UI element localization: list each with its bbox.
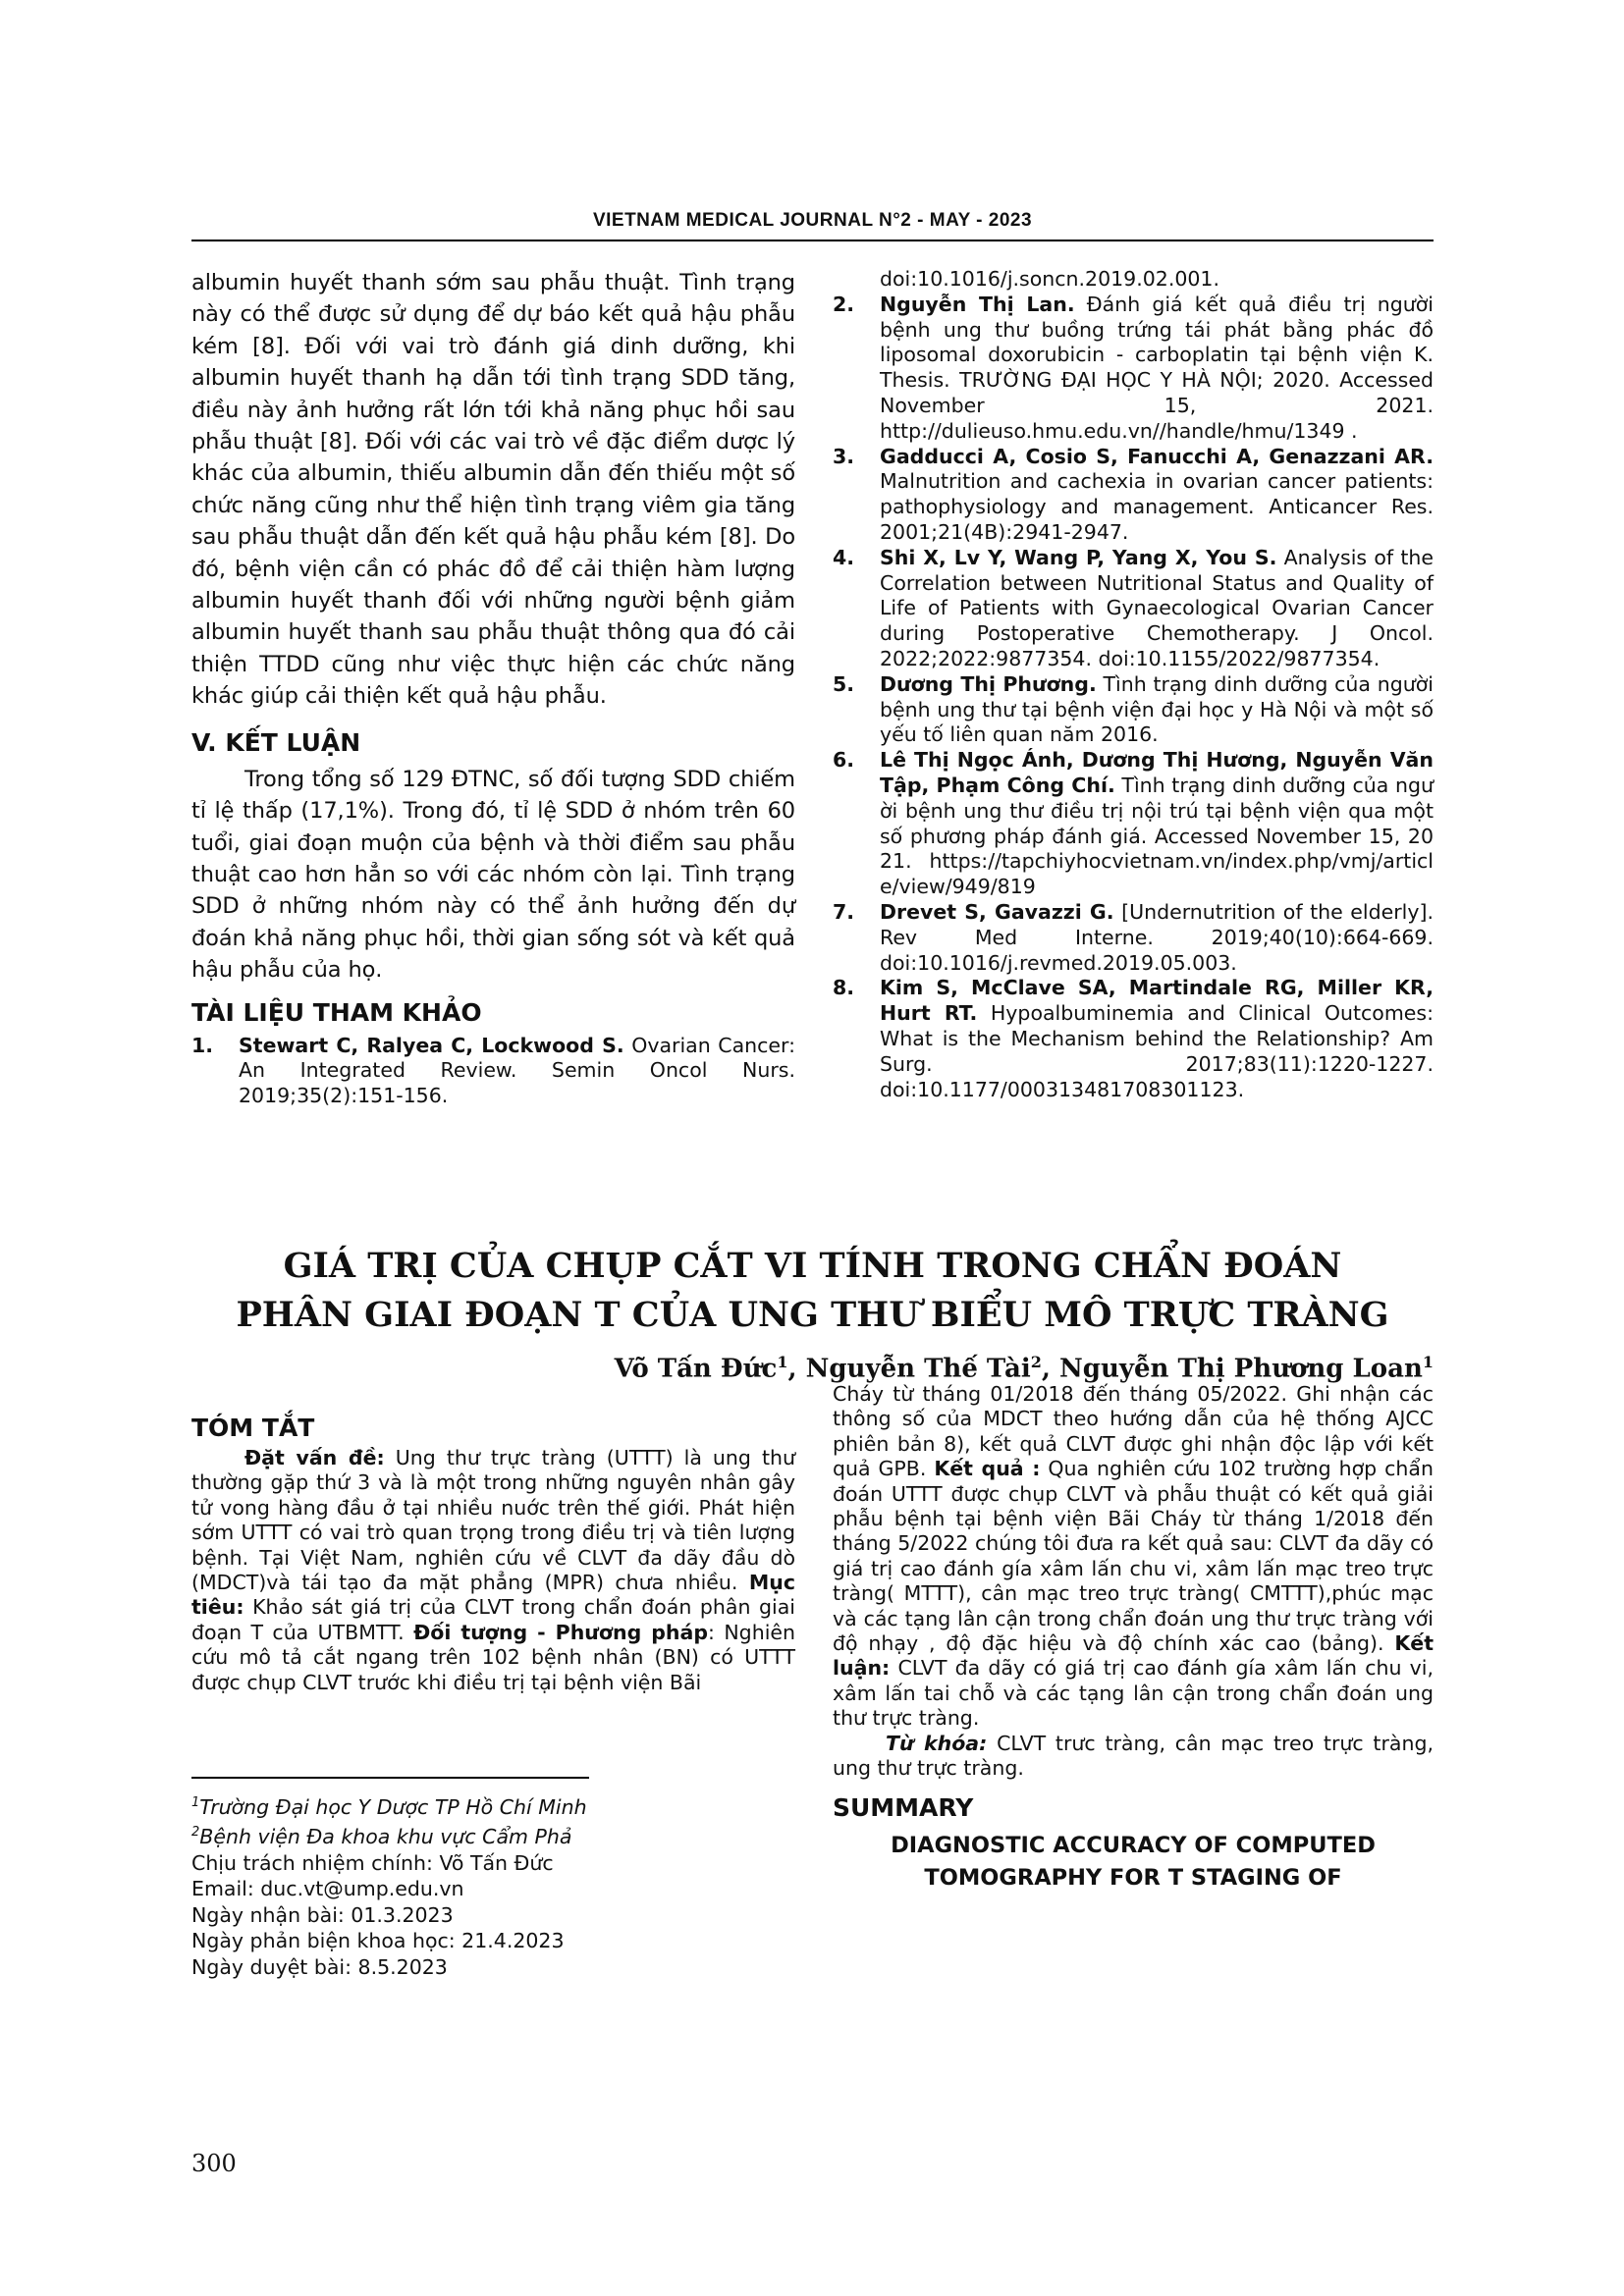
reference-text: Ovarian Cancer: An Integrated Review. Semin Oncol Nurs. 2019;35(2):151-156. xyxy=(239,1033,795,1108)
abstract-right-column xyxy=(833,1382,1434,1895)
abstract-text: Cháy từ tháng 01/2018 đến tháng 05/2022. Ghi nhận các thông số của MDCT theo hướng dẫn của hệ thống AJCC phiên bản 8), kết quả CLVT được ghi nhận độc lập với kết quả GPB. xyxy=(833,1382,1434,1481)
reference-authors: Stewart C, Ralyea C, Lockwood S. xyxy=(239,1033,624,1057)
corresponding-email: Email: duc.vt@ump.edu.vn xyxy=(191,1877,464,1901)
reference-item xyxy=(833,900,1434,976)
reference-item xyxy=(191,1034,795,1109)
abstract-heading: TÓM TẮT xyxy=(191,1414,315,1442)
author-name: Nguyễn Thị Phương Loan xyxy=(1059,1354,1423,1384)
running-head: VIETNAM MEDICAL JOURNAL N°2 - MAY - 2023 xyxy=(592,210,1033,231)
reference-body xyxy=(880,293,1434,445)
reference-number: 1. xyxy=(191,1033,214,1057)
reference-number: 4. xyxy=(833,545,855,569)
summary-title-line-2: TOMOGRAPHY FOR T STAGING OF xyxy=(924,1864,1342,1891)
reference-text: Hypoalbuminemia and Clinical Outcomes: What is the Mechanism behind the Relationship? Am Surg. 2017;83(11):1220-1227. doi:10.1177/000313481708301123. xyxy=(880,1001,1434,1101)
reference-body xyxy=(880,672,1434,748)
date-reviewed: Ngày phản biện khoa học: 21.4.2023 xyxy=(191,1929,565,1953)
affiliation-mark: 2 xyxy=(191,1825,200,1841)
reference-text: Malnutrition and cachexia in ovarian cancer patients: pathophysiology and management. Anticancer Res. 2001;21(4B):2941-2947. xyxy=(880,469,1434,544)
abstract-label: Đối tượng - Phương pháp xyxy=(413,1620,709,1644)
article-title xyxy=(191,1242,1434,1340)
reference-body xyxy=(880,546,1434,672)
summary-heading: SUMMARY xyxy=(833,1792,974,1822)
page-number: 300 xyxy=(191,2150,237,2177)
abstract-paragraph-continued xyxy=(833,1382,1434,1732)
reference-item xyxy=(833,546,1434,672)
right-column-top xyxy=(833,267,1434,1102)
article-title-line-1: GIÁ TRỊ CỦA CHỤP CẮT VI TÍNH TRONG CHẨN ĐOÁN xyxy=(283,1246,1342,1286)
footnote-rule xyxy=(191,1777,589,1779)
reference-list-left xyxy=(191,1034,795,1109)
reference-item xyxy=(833,672,1434,748)
reference-text: Tình trạng dinh dưỡng của người bệnh ung thư điều trị nội trú tại bệnh viện qua một số phương pháp đánh giá. Accessed November 15, 2021. https://tapchiyhocvietnam.vn/index.php/vmj/article/view/949/819 xyxy=(880,773,1434,899)
reference-number: 6. xyxy=(833,748,855,773)
conclusion-heading: V. KẾT LUẬN xyxy=(191,727,361,757)
header-rule xyxy=(191,240,1434,241)
abstract-text: CLVT đa dãy có giá trị cao đánh gía xâm lấn chu vi, xâm lấn tai chỗ và các tạng lân cận trong chẩn đoán ung thư trực tràng. xyxy=(833,1656,1434,1731)
reference-item xyxy=(833,293,1434,445)
affiliation-1 xyxy=(191,1790,795,1820)
reference-text: Analysis of the Correlation between Nutritional Status and Quality of Life of Patients with Gynaecological Ovarian Cancer during Postoperative Chemotherapy. J Oncol. 2022;2022:9877354. doi:10.1155/2022/9877354. xyxy=(880,545,1434,670)
reference-body xyxy=(880,976,1434,1102)
reference-authors: Gadducci A, Cosio S, Fanucchi A, Genazzani AR. xyxy=(880,444,1434,468)
affiliation-text: Trường Đại học Y Dược TP Hồ Chí Minh xyxy=(199,1794,587,1819)
reference-item xyxy=(833,748,1434,900)
affiliation-2 xyxy=(191,1820,795,1849)
abstract-text: Qua nghiên cứu 102 trường hợp chẩn đoán UTTT được chụp CLVT và phẫu thuật có kết quả giải phẫu bệnh tại bệnh viện Bãi Cháy từ tháng 1/2018 đến tháng 5/2022 chúng tôi đưa ra kết quả sau: CLVT đa dãy có giá trị cao đánh gía xâm lấn chu vi, xâm lấn mạc treo trực tràng( MTTT), cân mạc treo trực tràng( CMTTT),phúc mạc và các tạng lân cận trong chẩn đoán ung thư trực tràng với độ nhạy , độ đặc hiệu và độ chính xác cao (bảng). xyxy=(833,1457,1434,1656)
conclusion-paragraph: Trong tổng số 129 ĐTNC, số đối tượng SDD chiếm tỉ lệ thấp (17,1%). Trong đó, tỉ lệ SDD ở nhóm trên 60 tuổi, giai đoạn muộn của bệnh và thời điểm sau phẫu thuật cao hơn hẳn so với các nhóm còn lại. Tình trạng SDD ở những nhóm này có thể ảnh hưởng đến dự đoán khả năng phục hồi, thời gian sống sót và kết quả hậu phẫu của họ. xyxy=(191,766,795,984)
reference-number: 8. xyxy=(833,976,855,1000)
summary-title-line-1: DIAGNOSTIC ACCURACY OF COMPUTED xyxy=(891,1832,1376,1858)
reference-item xyxy=(833,445,1434,546)
reference-item xyxy=(833,976,1434,1102)
reference-body xyxy=(880,445,1434,546)
reference-authors: Lê Thị Ngọc Ánh, Dương Thị Hương, Nguyễn Văn Tập, Phạm Công Chí. xyxy=(880,748,1434,797)
references-heading: TÀI LIỆU THAM KHẢO xyxy=(191,997,482,1027)
abstract-label: Kết quả : xyxy=(934,1457,1041,1481)
abstract-left-column xyxy=(191,1414,795,1695)
reference-number: 3. xyxy=(833,444,855,468)
reference-number: 2. xyxy=(833,292,855,316)
reference-authors: Kim S, McClave SA, Martindale RG, Miller KR, Hurt RT. xyxy=(880,976,1434,1026)
abstract-text: Khảo sát giá trị của CLVT trong chẩn đoán phân giai đoạn T của UTBMTT. xyxy=(191,1595,795,1644)
reference-number: 7. xyxy=(833,899,855,924)
keywords xyxy=(833,1732,1434,1782)
abstract-paragraph xyxy=(191,1446,795,1695)
author-affiliation-mark: 1 xyxy=(777,1353,788,1371)
author-name: Nguyễn Thế Tài xyxy=(805,1354,1031,1384)
article-authors: Võ Tấn Đức$^1$, Nguyễn Thế Tài$^2$, Nguyễn Thị Phương Loan$^1$ xyxy=(614,1353,1434,1384)
author-name: Võ Tấn Đức xyxy=(614,1354,778,1384)
reference-continuation: doi:10.1016/j.soncn.2019.02.001. xyxy=(880,267,1219,291)
reference-text: Đánh giá kết quả điều trị người bệnh ung thư buồng trứng tái phát bằng phác đồ liposomal doxorubicin - carboplatin tại bệnh viện K. Thesis. TRƯỜNG ĐẠI HỌC Y HÀ NỘI; 2020. Accessed November 15, 2021. http://dulieuso.hmu.edu.vn//handle/hmu/1349 . xyxy=(880,292,1434,443)
abstract-text: Ung thư trực tràng (UTTT) là ung thư thường gặp thứ 3 và là một trong những nguyên nhân gây tử vong hàng đầu ở tại nhiều nuớc trên thế giới. Phát hiện sớm UTTT có vai trò quan trọng trong điều trị và tiên lượng bệnh. Tại Việt Nam, nghiên cứu về CLVT đa dãy đầu dò (MDCT)và tái tạo đa mặt phẳng (MPR) chưa nhiều. xyxy=(191,1446,795,1595)
left-column-top xyxy=(191,267,795,1109)
reference-text: [Undernutrition of the elderly]. Rev Med Interne. 2019;40(10):664-669. doi:10.1016/j.revmed.2019.05.003. xyxy=(880,899,1435,975)
reference-authors: Shi X, Lv Y, Wang P, Yang X, You S. xyxy=(880,545,1277,569)
article-title-line-2: PHÂN GIAI ĐOẠN T CỦA UNG THƯ BIỂU MÔ TRỰC TRÀNG xyxy=(236,1295,1389,1335)
reference-authors: Drevet S, Gavazzi G. xyxy=(880,899,1114,924)
reference-authors: Dương Thị Phương. xyxy=(880,671,1097,696)
keywords-label: Từ khóa: xyxy=(886,1731,988,1755)
reference-body xyxy=(880,900,1434,976)
reference-number: 5. xyxy=(833,671,855,696)
date-accepted: Ngày duyệt bài: 8.5.2023 xyxy=(191,1954,448,1979)
keywords-text: CLVT trưc tràng, cân mạc treo trực tràng, ung thư trực tràng. xyxy=(833,1731,1434,1781)
abstract-label: Mục tiêu: xyxy=(191,1571,795,1620)
reference-body xyxy=(239,1034,795,1109)
discussion-continuation: albumin huyết thanh sớm sau phẫu thuật. Tình trạng này có thể được sử dụng để dự báo kết quả hậu phẫu kém [8]. Đối với vai trò đánh giá dinh dưỡng, khi albumin huyết thanh hạ dẫn tới tình trạng SDD tăng, điều này ảnh hưởng rất lớn tới khả năng phục hồi sau phẫu thuật [8]. Đối với các vai trò về đặc điểm dược lý khác của albumin, thiếu albumin dẫn đến thiếu một số chức năng cũng như thể hiện tình trạng viêm gia tăng sau phẫu thuật dẫn đến kết quả hậu phẫu kém [8]. Do đó, bệnh viện cần có phác đồ để cải thiện hàm lượng albumin huyết thanh đối với những người bệnh giảm albumin huyết thanh sau phẫu thuật thông qua đó cải thiện TTDD cũng như việc thực hiện các chức năng khác giúp cải thiện kết quả hậu phẫu. xyxy=(191,270,795,710)
abstract-text: : Nghiên cứu mô tả cắt ngang trên 102 bệnh nhân (BN) có UTTT được chụp CLVT trước khi điều trị tại bệnh viện Bãi xyxy=(191,1620,795,1694)
footnotes xyxy=(191,1790,795,1980)
author-affiliation-mark: 2 xyxy=(1030,1353,1042,1371)
affiliation-mark: 1 xyxy=(191,1795,200,1810)
reference-list-right xyxy=(833,293,1434,1103)
author-affiliation-mark: 1 xyxy=(1422,1353,1434,1371)
reference-body xyxy=(880,748,1434,900)
date-received: Ngày nhận bài: 01.3.2023 xyxy=(191,1902,454,1927)
reference-authors: Nguyễn Thị Lan. xyxy=(880,292,1075,316)
corresponding-author: Chịu trách nhiệm chính: Võ Tấn Đức xyxy=(191,1850,554,1875)
abstract-label: Kết luận: xyxy=(833,1631,1434,1681)
abstract-label: Đặt vấn đề: xyxy=(244,1446,385,1469)
affiliation-text: Bệnh viện Đa khoa khu vực Cẩm Phả xyxy=(199,1825,572,1849)
reference-text: Tình trạng dinh dưỡng của người bệnh ung thư tại bệnh viện đại học y Hà Nội và một số yếu tố liên quan năm 2016. xyxy=(880,671,1434,747)
